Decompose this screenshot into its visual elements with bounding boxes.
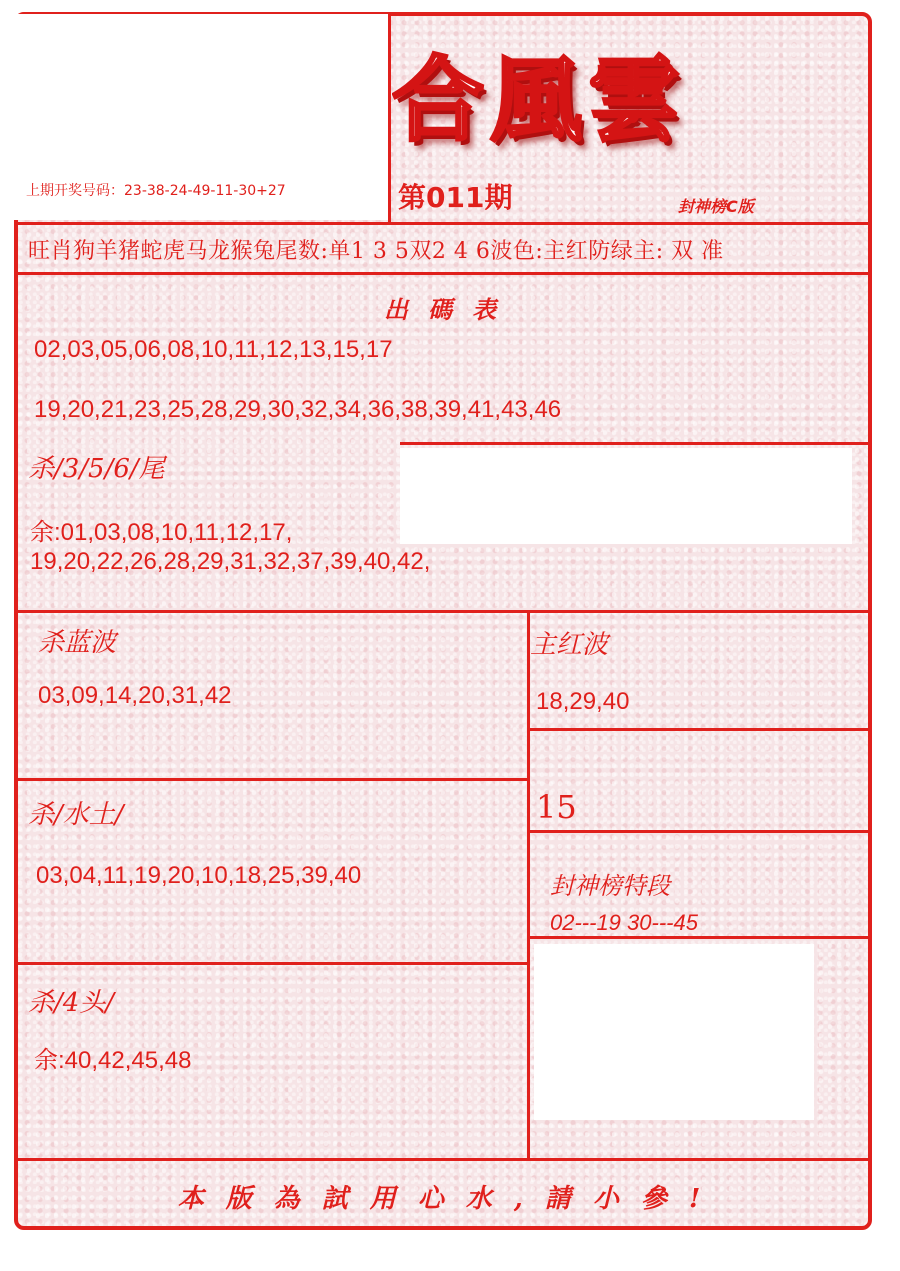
previous-draw-numbers: 上期开奖号码：23-38-24-49-11-30+27 xyxy=(26,183,286,199)
code-table-title: 出碼表 xyxy=(384,295,516,324)
divider-left-2 xyxy=(18,962,530,965)
divider-left-1 xyxy=(18,778,530,781)
kill-tails-row-1: 余:01,03,08,10,11,12,17, xyxy=(30,519,293,546)
special-segment-value: 02---19 30---45 xyxy=(550,910,698,935)
divider-header xyxy=(18,222,868,225)
main-red-label: 主红波 xyxy=(530,630,609,660)
main-red-numbers: 18,29,40 xyxy=(536,688,630,715)
divider-right-3 xyxy=(528,936,868,939)
issue-number: 第011期 xyxy=(398,181,513,214)
footer-disclaimer: 本版為試用心水,請小參! xyxy=(177,1184,723,1214)
page-title: 合風雲 xyxy=(392,46,687,154)
zodiac-info-line: 旺肖狗羊猪蛇虎马龙猴兔尾数:单1 3 5双2 4 6波色:主红防绿主: 双 准 xyxy=(28,239,724,264)
edition-label: 封神榜C版 xyxy=(678,197,754,216)
divider-footer xyxy=(18,1158,868,1161)
divider-tails xyxy=(18,610,868,613)
kill-tails-white-panel xyxy=(400,448,852,544)
kill-heads-numbers: 余:40,42,45,48 xyxy=(34,1047,192,1074)
divider-vertical xyxy=(527,612,530,1158)
code-table-row-2: 19,20,21,23,25,28,29,30,32,34,36,38,39,41,43,46 xyxy=(34,396,562,423)
special-number: 15 xyxy=(536,788,577,826)
kill-blue-label: 杀蓝波 xyxy=(38,628,117,658)
special-segment-label: 封神榜特段 xyxy=(550,872,670,900)
divider-zodiac xyxy=(18,272,868,275)
kill-elements-label: 杀/水土/ xyxy=(28,800,124,830)
kill-tails-label: 杀/3/5/6/尾 xyxy=(28,454,165,484)
bottom-right-white-panel xyxy=(534,944,814,1120)
kill-tails-row-2: 19,20,22,26,28,29,31,32,37,39,40,42, xyxy=(30,548,431,575)
kill-blue-numbers: 03,09,14,20,31,42 xyxy=(38,682,232,709)
kill-heads-label: 杀/4头/ xyxy=(28,988,115,1018)
divider-codes xyxy=(400,442,868,445)
divider-header-vertical xyxy=(388,14,391,224)
divider-right-2 xyxy=(528,830,868,833)
code-table-row-1: 02,03,05,06,08,10,11,12,13,15,17 xyxy=(34,336,393,363)
divider-right-1 xyxy=(528,728,868,731)
kill-elements-numbers: 03,04,11,19,20,10,18,25,39,40 xyxy=(36,862,362,889)
